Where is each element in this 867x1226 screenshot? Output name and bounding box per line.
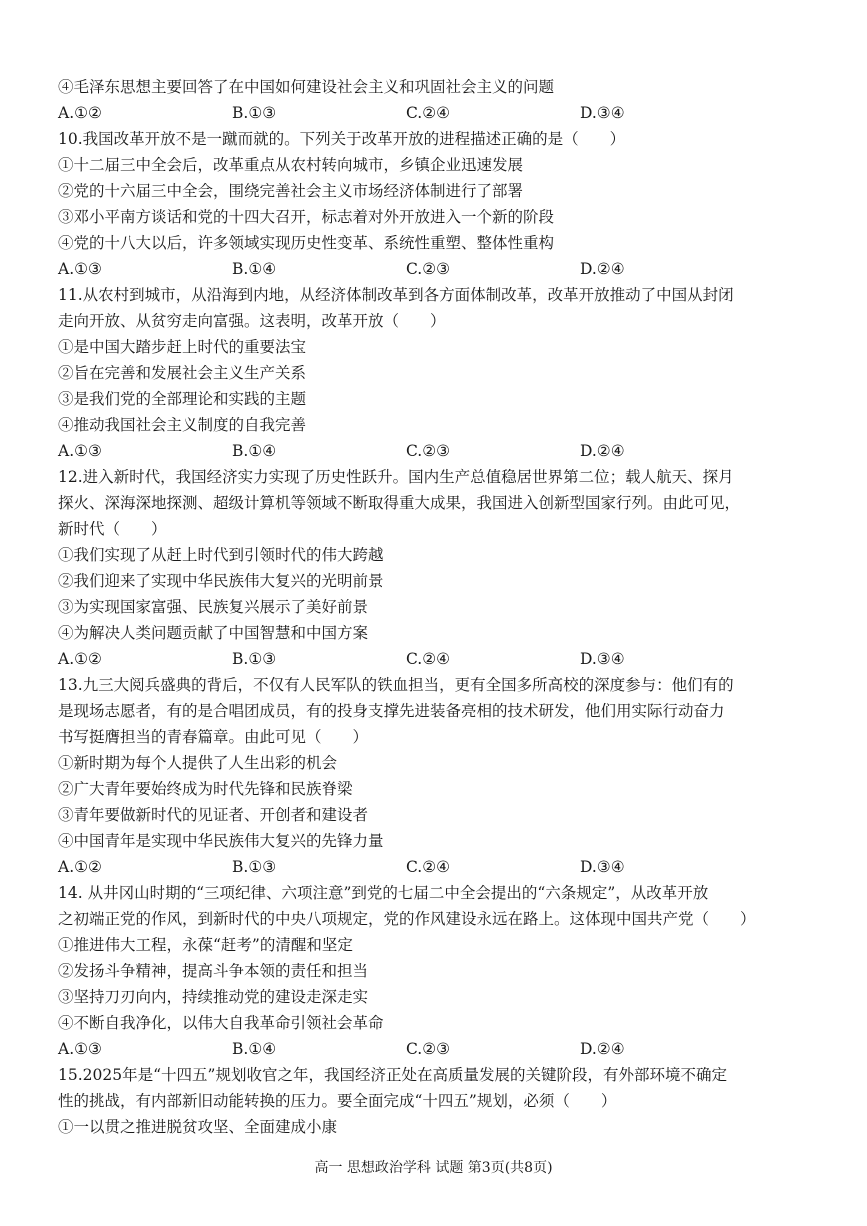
q9-item-4: ④毛泽东思想主要回答了在中国如何建设社会主义和巩固社会主义的问题 xyxy=(58,78,555,96)
q14-option-a[interactable]: A.①③ xyxy=(58,1040,102,1058)
q12-stem-line-2: 探火、深海深地探测、超级计算机等领域不断取得重大成果，我国进入创新型国家行列。由此可见， xyxy=(58,494,741,512)
q14-stem-line-2: 之初端正党的作风，到新时代的中央八项规定，党的作风建设永远在路上。这体现中国共产党（ ） xyxy=(58,910,756,928)
q13-item-2: ②广大青年要始终成为时代先锋和民族脊梁 xyxy=(58,780,353,798)
q14-stem-line-1: 14. 从井冈山时期的“三项纪律、六项注意”到党的七届二中全会提出的“六条规定”，从改革开放 xyxy=(58,884,709,902)
q9-option-a[interactable]: A.①② xyxy=(58,104,102,122)
q12-option-d[interactable]: D.③④ xyxy=(580,650,625,668)
q14-item-3: ③坚持刀刃向内，持续推动党的建设走深走实 xyxy=(58,988,369,1006)
q11-item-3: ③是我们党的全部理论和实践的主题 xyxy=(58,390,307,408)
q13-stem-line-2: 是现场志愿者，有的是合唱团成员，有的投身支撑先进装备亮相的技术研发，他们用实际行动奋力 xyxy=(58,702,725,720)
q12-stem-line-3: 新时代（ ） xyxy=(58,520,167,538)
q10-option-a[interactable]: A.①③ xyxy=(58,260,102,278)
page-footer: 高一 思想政治学科 试题 第3页(共8页) xyxy=(314,1160,553,1176)
q14-option-b[interactable]: B.①④ xyxy=(232,1040,277,1058)
q14-option-c[interactable]: C.②③ xyxy=(406,1040,451,1058)
q10-stem: 10.我国改革开放不是一蹴而就的。下列关于改革开放的进程描述正确的是（ ） xyxy=(58,130,626,148)
q13-item-3: ③青年要做新时代的见证者、开创者和建设者 xyxy=(58,806,369,824)
q15-item-1: ①一以贯之推进脱贫攻坚、全面建成小康 xyxy=(58,1118,338,1136)
q13-option-b[interactable]: B.①③ xyxy=(232,858,277,876)
q12-item-2: ②我们迎来了实现中华民族伟大复兴的光明前景 xyxy=(58,572,384,590)
q10-item-2: ②党的十六届三中全会，围绕完善社会主义市场经济体制进行了部署 xyxy=(58,182,524,200)
q9-option-d[interactable]: D.③④ xyxy=(580,104,625,122)
question-content xyxy=(58,74,814,1140)
q11-option-b[interactable]: B.①④ xyxy=(232,442,277,460)
q10-option-d[interactable]: D.②④ xyxy=(580,260,625,278)
q10-options xyxy=(58,256,814,282)
q11-options xyxy=(58,438,814,464)
q10-item-3: ③邓小平南方谈话和党的十四大召开，标志着对外开放进入一个新的阶段 xyxy=(58,208,555,226)
q14-option-d[interactable]: D.②④ xyxy=(580,1040,625,1058)
q11-option-c[interactable]: C.②③ xyxy=(406,442,451,460)
q12-item-4: ④为解决人类问题贡献了中国智慧和中国方案 xyxy=(58,624,369,642)
q15-stem-line-2: 性的挑战，有内部新旧动能转换的压力。要全面完成“十四五”规划，必须（ ） xyxy=(58,1092,617,1110)
q15-stem-line-1: 15.2025年是“十四五”规划收官之年，我国经济正处在高质量发展的关键阶段，有外部环境不确定 xyxy=(58,1066,727,1084)
q13-options xyxy=(58,854,814,880)
q11-option-d[interactable]: D.②④ xyxy=(580,442,625,460)
q11-stem-line-1: 11.从农村到城市，从沿海到内地，从经济体制改革到各方面体制改革，改革开放推动了中国从封闭 xyxy=(58,286,734,304)
q12-item-1: ①我们实现了从赶上时代到引领时代的伟大跨越 xyxy=(58,546,384,564)
q13-item-1: ①新时期为每个人提供了人生出彩的机会 xyxy=(58,754,338,772)
q14-options xyxy=(58,1036,814,1062)
q14-item-2: ②发扬斗争精神，提高斗争本领的责任和担当 xyxy=(58,962,369,980)
q12-option-a[interactable]: A.①② xyxy=(58,650,102,668)
q11-stem-line-2: 走向开放、从贫穷走向富强。这表明，改革开放（ ） xyxy=(58,312,446,330)
q14-item-1: ①推进伟大工程，永葆“赶考”的清醒和坚定 xyxy=(58,936,353,954)
q11-option-a[interactable]: A.①③ xyxy=(58,442,102,460)
q12-options xyxy=(58,646,814,672)
q11-item-1: ①是中国大踏步赶上时代的重要法宝 xyxy=(58,338,307,356)
q9-options xyxy=(58,100,814,126)
q12-stem-line-1: 12.进入新时代，我国经济实力实现了历史性跃升。国内生产总值稳居世界第二位；载人航天、探月 xyxy=(58,468,734,486)
q13-item-4: ④中国青年是实现中华民族伟大复兴的先锋力量 xyxy=(58,832,384,850)
q9-option-c[interactable]: C.②④ xyxy=(406,104,451,122)
q13-option-c[interactable]: C.②④ xyxy=(406,858,451,876)
q12-option-b[interactable]: B.①③ xyxy=(232,650,277,668)
q11-item-4: ④推动我国社会主义制度的自我完善 xyxy=(58,416,307,434)
q10-option-c[interactable]: C.②③ xyxy=(406,260,451,278)
q13-option-d[interactable]: D.③④ xyxy=(580,858,625,876)
q12-option-c[interactable]: C.②④ xyxy=(406,650,451,668)
q10-item-4: ④党的十八大以后，许多领域实现历史性变革、系统性重塑、整体性重构 xyxy=(58,234,555,252)
q9-option-b[interactable]: B.①③ xyxy=(232,104,277,122)
q13-stem-line-1: 13.九三大阅兵盛典的背后，不仅有人民军队的铁血担当，更有全国多所高校的深度参与：他们有的 xyxy=(58,676,734,694)
q11-item-2: ②旨在完善和发展社会主义生产关系 xyxy=(58,364,307,382)
q13-option-a[interactable]: A.①② xyxy=(58,858,102,876)
q10-option-b[interactable]: B.①④ xyxy=(232,260,277,278)
q13-stem-line-3: 书写挺膺担当的青春篇章。由此可见（ ） xyxy=(58,728,369,746)
q10-item-1: ①十二届三中全会后，改革重点从农村转向城市，乡镇企业迅速发展 xyxy=(58,156,524,174)
q12-item-3: ③为实现国家富强、民族复兴展示了美好前景 xyxy=(58,598,369,616)
q14-item-4: ④不断自我净化，以伟大自我革命引领社会革命 xyxy=(58,1014,384,1032)
